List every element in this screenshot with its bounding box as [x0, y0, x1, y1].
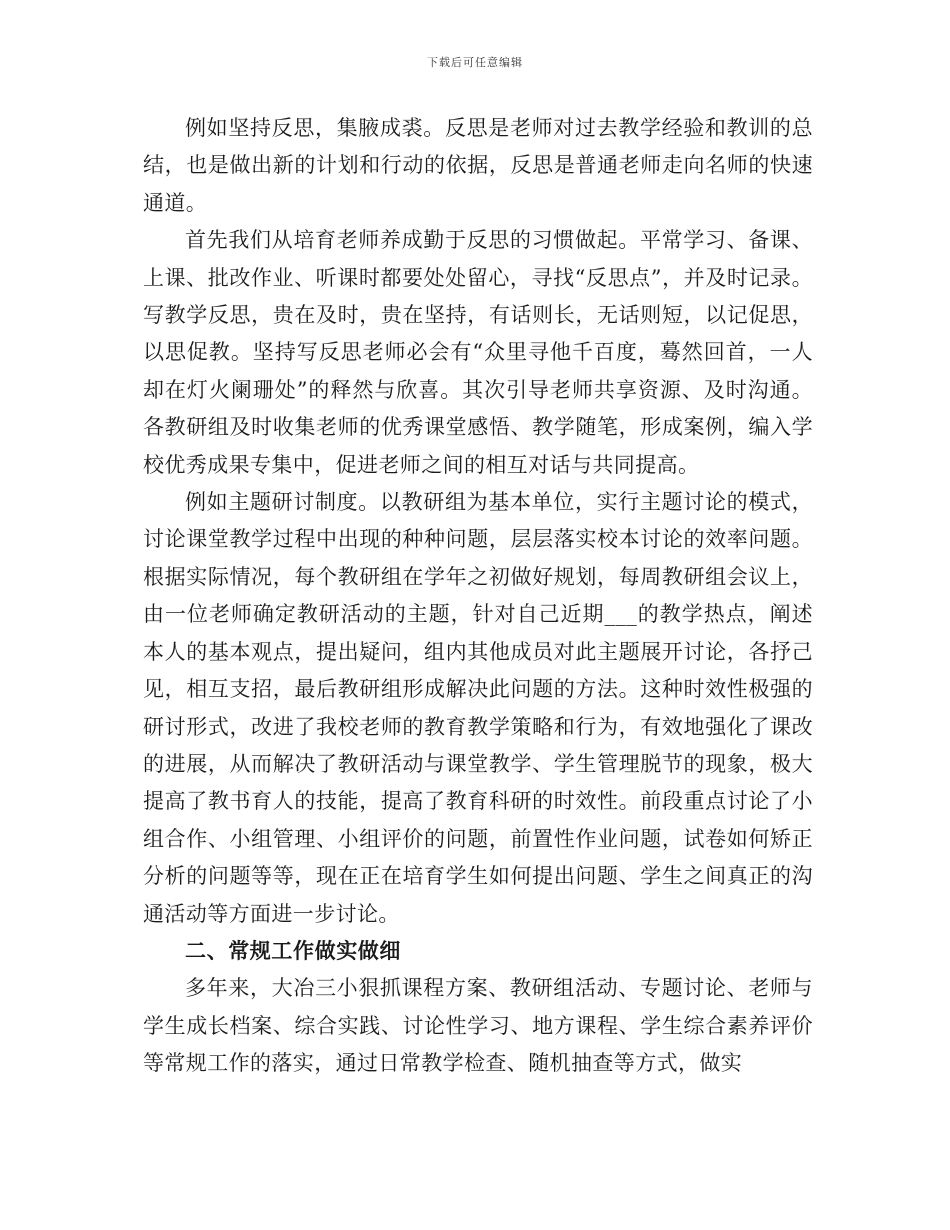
document-body [143, 110, 813, 1083]
paragraph-routine-work: 多年来，大冶三小狠抓课程方案、教研组活动、专题讨论、老师与学生成长档案、综合实践、讨论性学习、地方课程、学生综合素养评价等常规工作的落实，通过日常教学检查、随机抽查等方式，做实 [143, 976, 813, 1076]
page-header-note: 下载后可任意编辑 [427, 56, 523, 69]
paragraph-reflection-habit: 首先我们从培育老师养成勤于反思的习惯做起。平常学习、备课、上课、批改作业、听课时都要处处留心，寻找“反思点”，并及时记录。写教学反思，贵在及时，贵在坚持，有话则长，无话则短，以记促思，以思促教。坚持写反思老师必会有“众里寻他千百度，蓦然回首，一人却在灯火阑珊处”的释然与欣喜。其次引导老师共享资源、及时沟通。各教研组及时收集老师的优秀课堂感悟、教学随笔，形成案例，编入学校优秀成果专集中，促进老师之间的相互对话与共同提高。 [143, 228, 813, 477]
paragraph-reflection-intro: 例如坚持反思，集腋成裘。反思是老师对过去教学经验和教训的总结，也是做出新的计划和行动的依据，反思是普通老师走向名师的快速通道。 [143, 116, 813, 215]
section-heading-routine-work: 二、常规工作做实做细 [185, 938, 401, 963]
paragraph-topic-seminar: 例如主题研讨制度。以教研组为基本单位，实行主题讨论的模式，讨论课堂教学过程中出现的种种问题，层层落实校本讨论的效率问题。根据实际情况，每个教研组在学年之初做好规划，每周教研组会议上，由一位老师确定教研活动的主题，针对自己近期___的教学热点，阐述本人的基本观点，提出疑问，组内其他成员对此主题展开讨论，各抒己见，相互支招，最后教研组形成解决此问题的方法。这种时效性极强的研讨形式，改进了我校老师的教育教学策略和行为，有效地强化了课改的进展，从而解决了教研活动与课堂教学、学生管理脱节的现象，极大提高了教书育人的技能，提高了教育科研的时效性。前段重点讨论了小组合作、小组管理、小组评价的问题，前置性作业问题，试卷如何矫正分析的问题等等，现在正在培育学生如何提出问题、学生之间真正的沟通活动等方面进一步讨论。 [143, 490, 813, 926]
